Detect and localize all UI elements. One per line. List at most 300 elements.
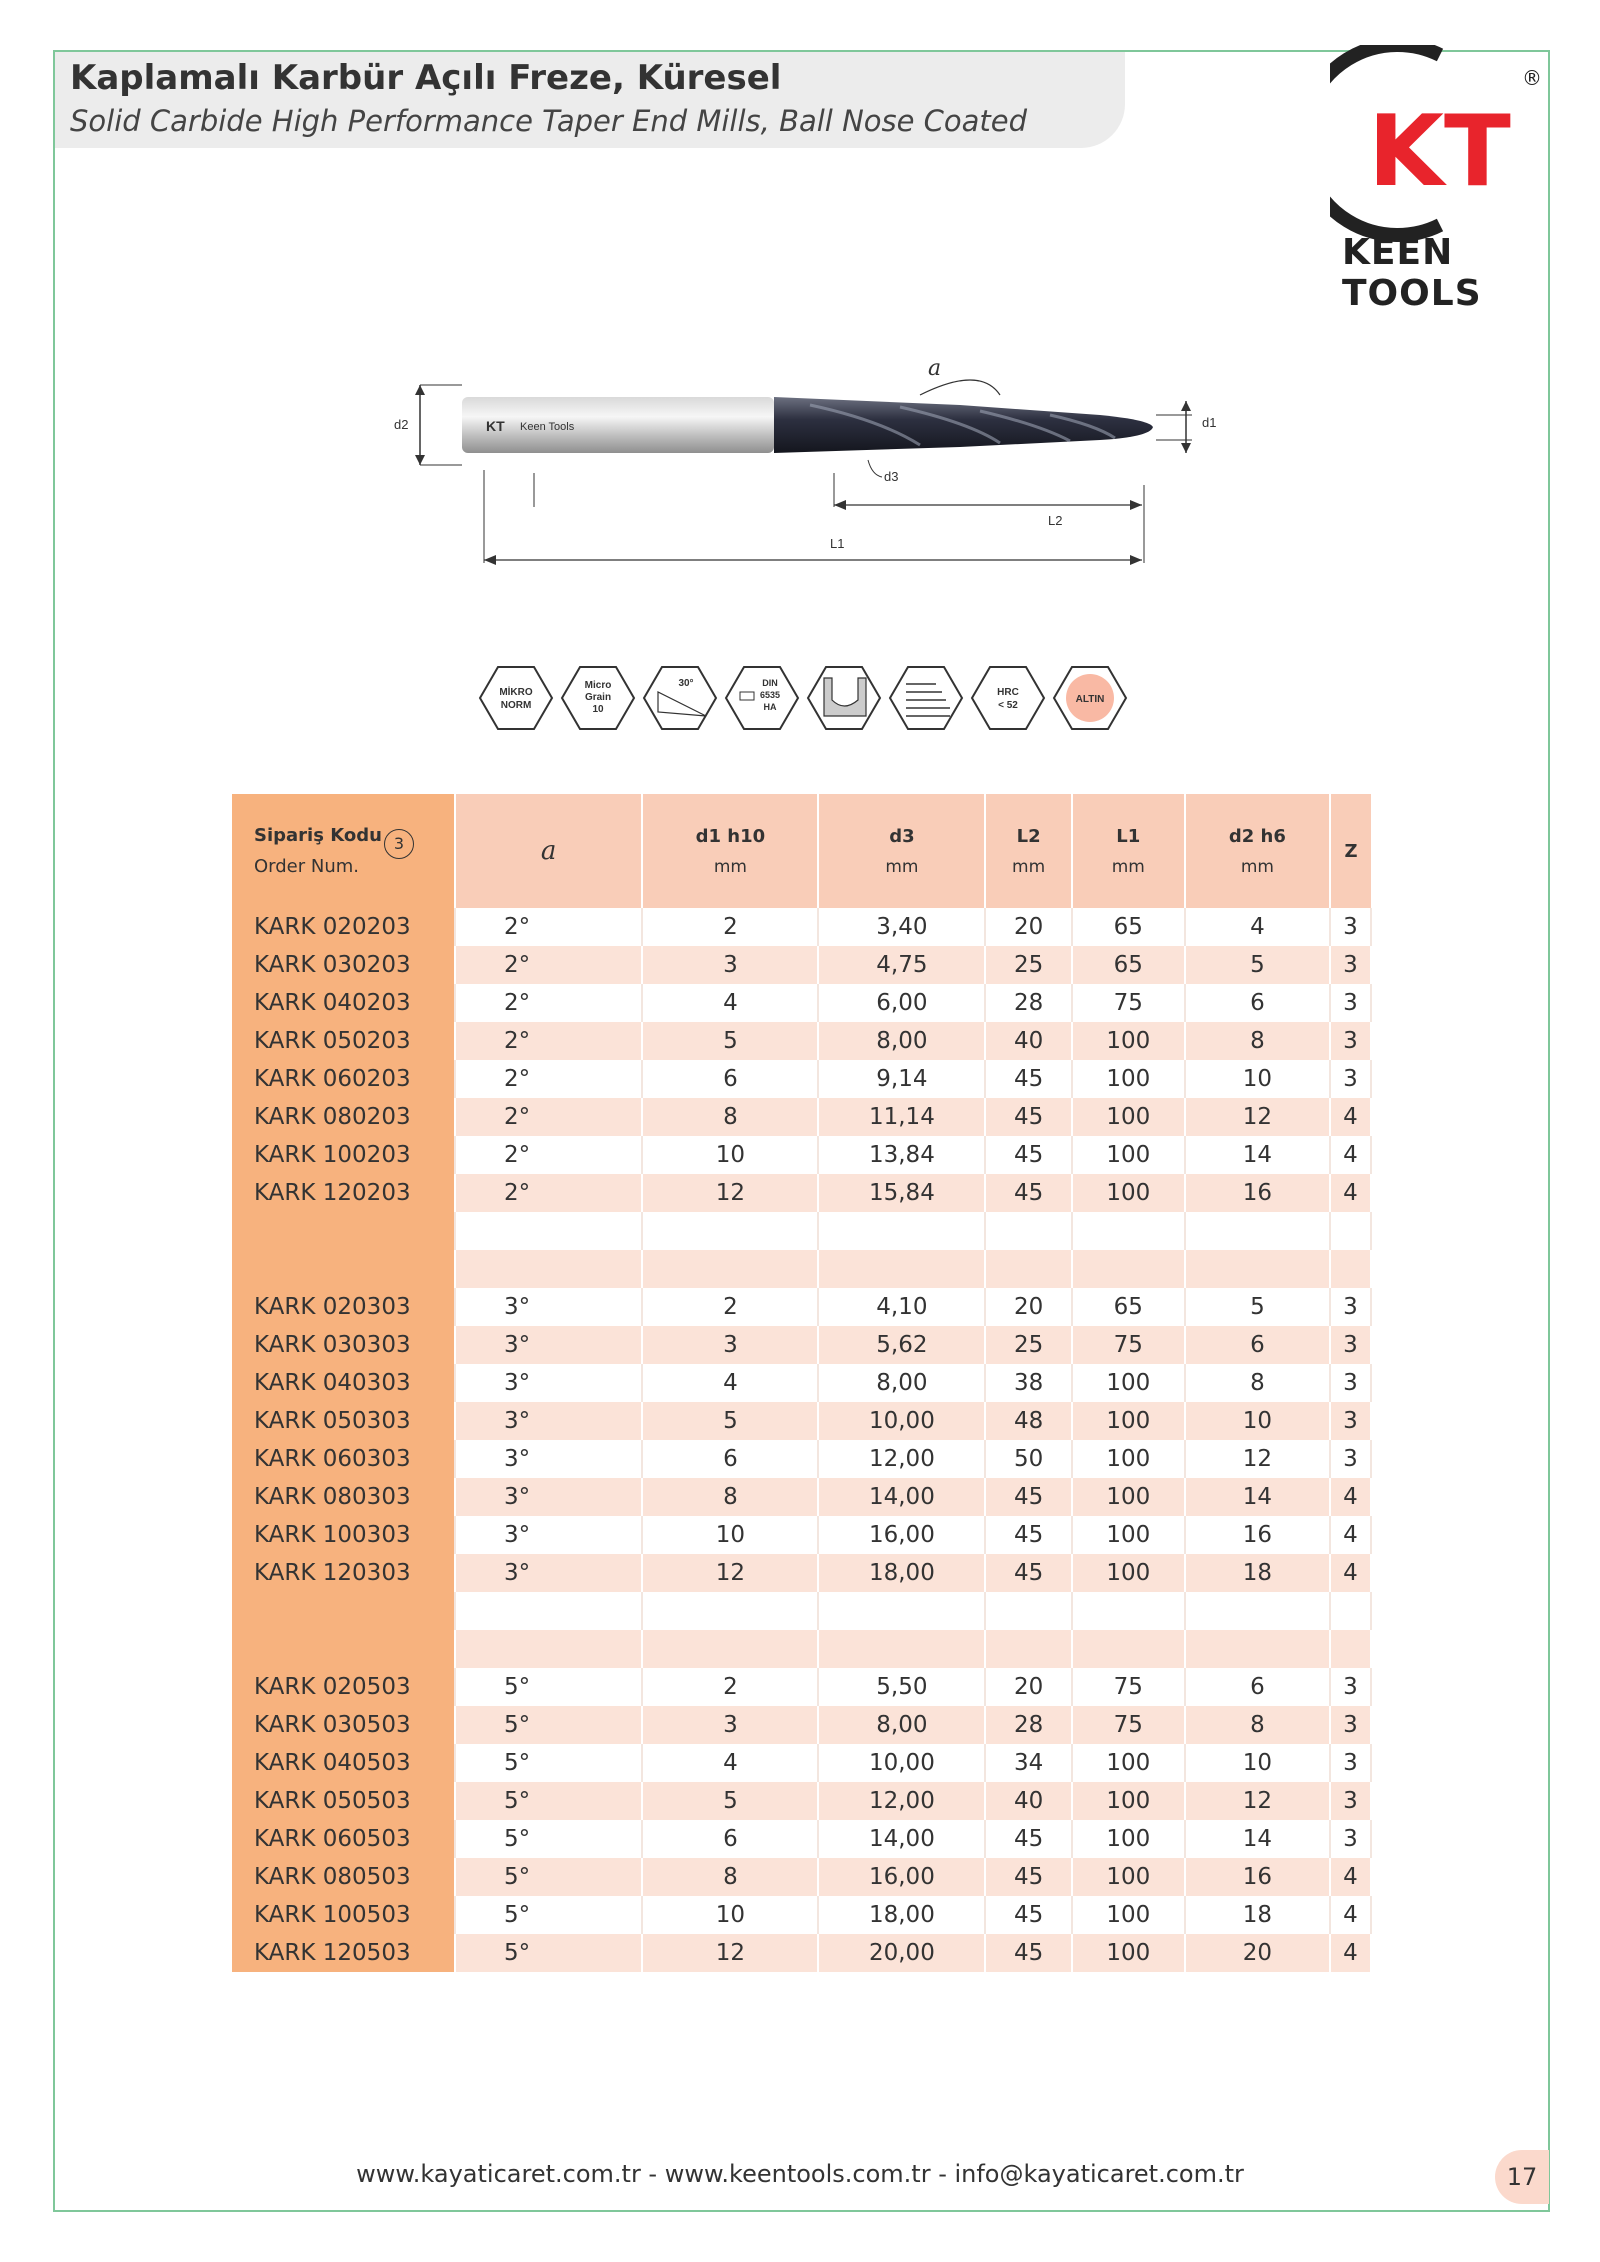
table-row (232, 1630, 1371, 1668)
cell-a: 5° (455, 1706, 642, 1744)
shank-text: Keen Tools (520, 421, 575, 433)
cell-l1: 100 (1072, 1858, 1185, 1896)
cell-d2: 6 (1185, 1326, 1330, 1364)
cell-a: 5° (455, 1668, 642, 1706)
cell-d1: 3 (642, 1706, 818, 1744)
cell-l1: 100 (1072, 1934, 1185, 1972)
registered-mark: ® (1522, 66, 1542, 90)
cell-z: 3 (1330, 984, 1371, 1022)
cell-d1: 12 (642, 1934, 818, 1972)
d1-header: d1 h10 mm (642, 794, 818, 908)
cell-d3 (818, 1630, 985, 1668)
cell-l2: 45 (985, 1820, 1071, 1858)
d2-label: d2 (394, 417, 409, 432)
cell-z (1330, 1592, 1371, 1630)
cell-code: KARK 080203 (232, 1098, 455, 1136)
cell-d2: 20 (1185, 1934, 1330, 1972)
table-row (232, 1288, 1371, 1326)
cell-d1 (642, 1592, 818, 1630)
cell-d1: 6 (642, 1820, 818, 1858)
cell-d2: 6 (1185, 1668, 1330, 1706)
cell-code: KARK 060303 (232, 1440, 455, 1478)
table-row (232, 1820, 1371, 1858)
cell-d3: 10,00 (818, 1402, 985, 1440)
table-row (232, 1022, 1371, 1060)
cell-l1 (1072, 1630, 1185, 1668)
table-row (232, 1782, 1371, 1820)
cell-code: KARK 080303 (232, 1478, 455, 1516)
cell-l1 (1072, 1592, 1185, 1630)
cell-l2: 45 (985, 1098, 1071, 1136)
cell-l1: 100 (1072, 1364, 1185, 1402)
cell-code: KARK 120503 (232, 1934, 455, 1972)
alpha-header: a (455, 794, 642, 908)
table-row (232, 1212, 1371, 1250)
cell-code: KARK 100303 (232, 1516, 455, 1554)
cell-l2: 45 (985, 1174, 1071, 1212)
cell-l2 (985, 1630, 1071, 1668)
cell-l1: 100 (1072, 1820, 1185, 1858)
cell-d2: 18 (1185, 1554, 1330, 1592)
cell-d3: 6,00 (818, 984, 985, 1022)
cell-a: 5° (455, 1744, 642, 1782)
cell-d2 (1185, 1592, 1330, 1630)
cell-l1: 100 (1072, 1896, 1185, 1934)
mikro-norm-icon (480, 667, 552, 729)
cell-d3 (818, 1250, 985, 1288)
cell-d2 (1185, 1250, 1330, 1288)
cell-l2: 25 (985, 1326, 1071, 1364)
table-header-row (232, 794, 1371, 908)
cell-z: 4 (1330, 1136, 1371, 1174)
cell-l1 (1072, 1250, 1185, 1288)
z-header: Z (1330, 794, 1371, 908)
cell-a (455, 1592, 642, 1630)
cell-d1: 8 (642, 1858, 818, 1896)
cell-d2: 16 (1185, 1858, 1330, 1896)
cell-a: 3° (455, 1478, 642, 1516)
cell-a: 5° (455, 1858, 642, 1896)
cell-code: KARK 020503 (232, 1668, 455, 1706)
cell-l1: 100 (1072, 1440, 1185, 1478)
table-row (232, 1744, 1371, 1782)
cell-l2: 45 (985, 1516, 1071, 1554)
l1-header: L1 mm (1072, 794, 1185, 908)
cell-z: 3 (1330, 1782, 1371, 1820)
cell-d1: 5 (642, 1402, 818, 1440)
cell-l2: 45 (985, 1136, 1071, 1174)
cell-d1: 10 (642, 1136, 818, 1174)
svg-text:< 52: < 52 (998, 700, 1018, 711)
cell-a: 5° (455, 1782, 642, 1820)
cell-l1: 100 (1072, 1478, 1185, 1516)
table-row (232, 1896, 1371, 1934)
page-number: 17 (1495, 2150, 1549, 2204)
cell-l1: 75 (1072, 1668, 1185, 1706)
cell-d3: 5,50 (818, 1668, 985, 1706)
order-num-circle: 3 (384, 829, 414, 859)
cell-l1: 65 (1072, 1288, 1185, 1326)
table-row (232, 984, 1371, 1022)
cell-code: KARK 030303 (232, 1326, 455, 1364)
helix-30-icon (644, 667, 716, 729)
order-num-label-tr: Sipariş Kodu (254, 825, 382, 846)
cell-d2: 12 (1185, 1098, 1330, 1136)
logo-mark: KT (1368, 95, 1511, 209)
cell-z: 4 (1330, 1174, 1371, 1212)
cell-d3: 16,00 (818, 1516, 985, 1554)
tool-drawing (380, 345, 1340, 580)
cell-d3: 11,14 (818, 1098, 985, 1136)
cell-d2: 10 (1185, 1060, 1330, 1098)
cell-a: 2° (455, 1022, 642, 1060)
cell-z: 3 (1330, 1402, 1371, 1440)
cell-d3 (818, 1212, 985, 1250)
cell-code: KARK 030503 (232, 1706, 455, 1744)
cell-l2: 20 (985, 908, 1071, 946)
d1-label: d1 (1202, 415, 1217, 430)
cell-d1: 12 (642, 1554, 818, 1592)
cell-d3: 3,40 (818, 908, 985, 946)
cell-l1: 65 (1072, 946, 1185, 984)
cell-d3 (818, 1592, 985, 1630)
table-row (232, 1592, 1371, 1630)
table-row (232, 946, 1371, 984)
cell-a: 3° (455, 1516, 642, 1554)
table-row (232, 1554, 1371, 1592)
cell-d3: 16,00 (818, 1858, 985, 1896)
cell-l1: 75 (1072, 1326, 1185, 1364)
cell-a: 2° (455, 984, 642, 1022)
cell-d2: 5 (1185, 946, 1330, 984)
table-row (232, 1174, 1371, 1212)
cell-z: 3 (1330, 1022, 1371, 1060)
cell-d3: 8,00 (818, 1022, 985, 1060)
cell-d2: 8 (1185, 1364, 1330, 1402)
cell-z: 3 (1330, 1668, 1371, 1706)
cell-d2: 12 (1185, 1782, 1330, 1820)
cell-z: 4 (1330, 1554, 1371, 1592)
cell-l1: 100 (1072, 1022, 1185, 1060)
cell-a: 2° (455, 946, 642, 984)
cell-a (455, 1630, 642, 1668)
cell-a (455, 1212, 642, 1250)
d3-label: d3 (884, 469, 899, 484)
feature-icons (478, 663, 1138, 733)
ball-nose-profile-icon (808, 667, 880, 729)
cell-a: 3° (455, 1554, 642, 1592)
cell-d2 (1185, 1630, 1330, 1668)
cell-code (232, 1212, 455, 1250)
cell-a: 2° (455, 1136, 642, 1174)
cell-a: 5° (455, 1934, 642, 1972)
cell-d3: 8,00 (818, 1364, 985, 1402)
logo-name: KEEN TOOLS (1342, 232, 1482, 314)
cell-a: 3° (455, 1402, 642, 1440)
cell-a: 2° (455, 1060, 642, 1098)
cell-d1: 3 (642, 946, 818, 984)
cell-d1: 2 (642, 1288, 818, 1326)
cell-d1: 4 (642, 984, 818, 1022)
cell-d3: 9,14 (818, 1060, 985, 1098)
cell-d3: 13,84 (818, 1136, 985, 1174)
cell-d3: 18,00 (818, 1896, 985, 1934)
cell-d3: 8,00 (818, 1706, 985, 1744)
table-row (232, 1326, 1371, 1364)
l2-header: L2 mm (985, 794, 1071, 908)
cell-l2: 50 (985, 1440, 1071, 1478)
cell-l1: 75 (1072, 1706, 1185, 1744)
hrc-icon (972, 667, 1044, 729)
cell-d1: 3 (642, 1326, 818, 1364)
cell-l2 (985, 1592, 1071, 1630)
cell-l2: 45 (985, 1060, 1071, 1098)
cell-d1 (642, 1630, 818, 1668)
cell-l1: 100 (1072, 1098, 1185, 1136)
cell-d1: 10 (642, 1516, 818, 1554)
svg-text:NORM: NORM (500, 700, 532, 711)
cell-l1: 100 (1072, 1554, 1185, 1592)
cell-z: 3 (1330, 946, 1371, 984)
cell-d3: 10,00 (818, 1744, 985, 1782)
cell-z: 3 (1330, 1820, 1371, 1858)
cell-d2: 12 (1185, 1440, 1330, 1478)
cell-code: KARK 020303 (232, 1288, 455, 1326)
cell-l2: 40 (985, 1782, 1071, 1820)
cell-d3: 4,10 (818, 1288, 985, 1326)
altin-coating-icon (1054, 667, 1126, 729)
table-row (232, 1250, 1371, 1288)
cell-a: 2° (455, 908, 642, 946)
cell-l2: 45 (985, 1478, 1071, 1516)
cell-d1: 4 (642, 1364, 818, 1402)
cell-code: KARK 020203 (232, 908, 455, 946)
cell-l1: 100 (1072, 1782, 1185, 1820)
cell-d1: 8 (642, 1478, 818, 1516)
cell-d3: 14,00 (818, 1478, 985, 1516)
table-row (232, 1934, 1371, 1972)
cell-l2: 34 (985, 1744, 1071, 1782)
cell-code: KARK 120203 (232, 1174, 455, 1212)
cell-d3: 12,00 (818, 1440, 985, 1478)
cell-code: KARK 050303 (232, 1402, 455, 1440)
svg-text:Micro: Micro (584, 680, 612, 691)
l1-label: L1 (830, 536, 845, 551)
cell-d3: 5,62 (818, 1326, 985, 1364)
cell-l1: 100 (1072, 1744, 1185, 1782)
table-row (232, 1136, 1371, 1174)
cell-z: 3 (1330, 1706, 1371, 1744)
cell-l1: 100 (1072, 1060, 1185, 1098)
cell-code: KARK 060203 (232, 1060, 455, 1098)
cell-code (232, 1592, 455, 1630)
table-row (232, 1516, 1371, 1554)
page-subtitle: Solid Carbide High Performance Taper End Mills, Ball Nose Coated (70, 104, 1028, 138)
cell-code: KARK 040303 (232, 1364, 455, 1402)
table-row (232, 1440, 1371, 1478)
cell-d2: 8 (1185, 1706, 1330, 1744)
order-num-header (232, 794, 455, 908)
cell-d1: 2 (642, 908, 818, 946)
cell-l1: 100 (1072, 1136, 1185, 1174)
svg-text:Grain: Grain (584, 692, 612, 703)
cell-code: KARK 040503 (232, 1744, 455, 1782)
cell-d1: 12 (642, 1174, 818, 1212)
shank (462, 397, 774, 453)
cell-code: KARK 040203 (232, 984, 455, 1022)
cell-d2: 4 (1185, 908, 1330, 946)
cell-z: 4 (1330, 1858, 1371, 1896)
svg-text:10: 10 (592, 704, 604, 715)
cell-l2: 20 (985, 1288, 1071, 1326)
cell-code: KARK 030203 (232, 946, 455, 984)
cell-l1 (1072, 1212, 1185, 1250)
table-row (232, 1364, 1371, 1402)
cell-d1: 10 (642, 1896, 818, 1934)
cell-a: 5° (455, 1896, 642, 1934)
cell-d1: 6 (642, 1440, 818, 1478)
cell-z: 3 (1330, 1326, 1371, 1364)
svg-text:DIN: DIN (762, 678, 778, 688)
cell-l2: 25 (985, 946, 1071, 984)
cell-d2: 10 (1185, 1402, 1330, 1440)
cell-z: 3 (1330, 908, 1371, 946)
cell-d1: 8 (642, 1098, 818, 1136)
table-row (232, 1098, 1371, 1136)
table-row (232, 908, 1371, 946)
cell-l2: 38 (985, 1364, 1071, 1402)
cell-l2: 45 (985, 1896, 1071, 1934)
micro-grain-icon (562, 667, 634, 729)
cell-l2 (985, 1250, 1071, 1288)
cell-d1: 4 (642, 1744, 818, 1782)
cell-l1: 65 (1072, 908, 1185, 946)
cell-l1: 100 (1072, 1516, 1185, 1554)
table-row (232, 1402, 1371, 1440)
cell-z: 3 (1330, 1440, 1371, 1478)
table-row (232, 1706, 1371, 1744)
cell-d2: 14 (1185, 1136, 1330, 1174)
cell-z: 4 (1330, 1934, 1371, 1972)
cell-z: 3 (1330, 1288, 1371, 1326)
table-row (232, 1060, 1371, 1098)
cell-d3: 20,00 (818, 1934, 985, 1972)
angle-label: a (928, 356, 942, 381)
cell-l2: 45 (985, 1858, 1071, 1896)
cell-code: KARK 120303 (232, 1554, 455, 1592)
cell-z (1330, 1250, 1371, 1288)
spec-table (232, 794, 1372, 1972)
cell-d1: 6 (642, 1060, 818, 1098)
cell-z (1330, 1630, 1371, 1668)
cell-d2: 14 (1185, 1820, 1330, 1858)
footer-contact: www.kayaticaret.com.tr - www.keentools.com.tr - info@kayaticaret.com.tr (356, 2160, 1244, 2188)
cell-a: 3° (455, 1326, 642, 1364)
cell-d2: 16 (1185, 1174, 1330, 1212)
cell-code (232, 1250, 455, 1288)
cell-code: KARK 100503 (232, 1896, 455, 1934)
cell-code: KARK 050503 (232, 1782, 455, 1820)
cell-l2: 28 (985, 1706, 1071, 1744)
cell-d2: 8 (1185, 1022, 1330, 1060)
cell-z: 4 (1330, 1478, 1371, 1516)
cell-l2: 48 (985, 1402, 1071, 1440)
cell-l2: 45 (985, 1934, 1071, 1972)
cell-d2: 18 (1185, 1896, 1330, 1934)
cell-l2: 40 (985, 1022, 1071, 1060)
cell-d1: 5 (642, 1022, 818, 1060)
cell-d2: 14 (1185, 1478, 1330, 1516)
cell-l1: 100 (1072, 1174, 1185, 1212)
cell-l1: 75 (1072, 984, 1185, 1022)
svg-text:HA: HA (763, 702, 777, 712)
cell-code: KARK 100203 (232, 1136, 455, 1174)
table-row (232, 1668, 1371, 1706)
cell-z: 3 (1330, 1744, 1371, 1782)
cell-d2 (1185, 1212, 1330, 1250)
svg-text:HRC: HRC (997, 687, 1019, 698)
cell-l2: 20 (985, 1668, 1071, 1706)
svg-text:6535: 6535 (759, 690, 781, 700)
cell-d1 (642, 1250, 818, 1288)
cell-d2: 16 (1185, 1516, 1330, 1554)
cell-d3: 18,00 (818, 1554, 985, 1592)
cell-code: KARK 080503 (232, 1858, 455, 1896)
cell-a: 2° (455, 1174, 642, 1212)
cell-z: 4 (1330, 1098, 1371, 1136)
cell-a: 5° (455, 1820, 642, 1858)
din-6535-icon (726, 667, 798, 729)
page-title: Kaplamalı Karbür Açılı Freze, Küresel (70, 58, 782, 98)
cell-code: KARK 050203 (232, 1022, 455, 1060)
cell-a: 3° (455, 1364, 642, 1402)
cell-d2: 5 (1185, 1288, 1330, 1326)
cell-code: KARK 060503 (232, 1820, 455, 1858)
cell-a: 2° (455, 1098, 642, 1136)
stacked-layers-icon (890, 667, 962, 729)
shank-logo: KT (486, 418, 505, 434)
d2-header: d2 h6 mm (1185, 794, 1330, 908)
cell-l2: 28 (985, 984, 1071, 1022)
cell-d2: 6 (1185, 984, 1330, 1022)
svg-text:MİKRO: MİKRO (499, 687, 533, 698)
cell-l2: 45 (985, 1554, 1071, 1592)
cell-code (232, 1630, 455, 1668)
order-num-label-en: Order Num. (254, 856, 360, 877)
cell-d1 (642, 1212, 818, 1250)
cell-d1: 5 (642, 1782, 818, 1820)
cell-l2 (985, 1212, 1071, 1250)
cell-a: 3° (455, 1288, 642, 1326)
table-row (232, 1478, 1371, 1516)
cell-a: 3° (455, 1440, 642, 1478)
cell-z (1330, 1212, 1371, 1250)
cell-z: 4 (1330, 1516, 1371, 1554)
cell-a (455, 1250, 642, 1288)
cell-z: 3 (1330, 1060, 1371, 1098)
cell-l1: 100 (1072, 1402, 1185, 1440)
cell-d3: 15,84 (818, 1174, 985, 1212)
svg-text:ALTIN: ALTIN (1075, 694, 1105, 705)
svg-text:30°: 30° (678, 678, 694, 689)
table-row (232, 1858, 1371, 1896)
cell-d3: 12,00 (818, 1782, 985, 1820)
cell-d2: 10 (1185, 1744, 1330, 1782)
cell-d3: 4,75 (818, 946, 985, 984)
cell-z: 4 (1330, 1896, 1371, 1934)
cell-z: 3 (1330, 1364, 1371, 1402)
d3-header: d3 mm (818, 794, 985, 908)
